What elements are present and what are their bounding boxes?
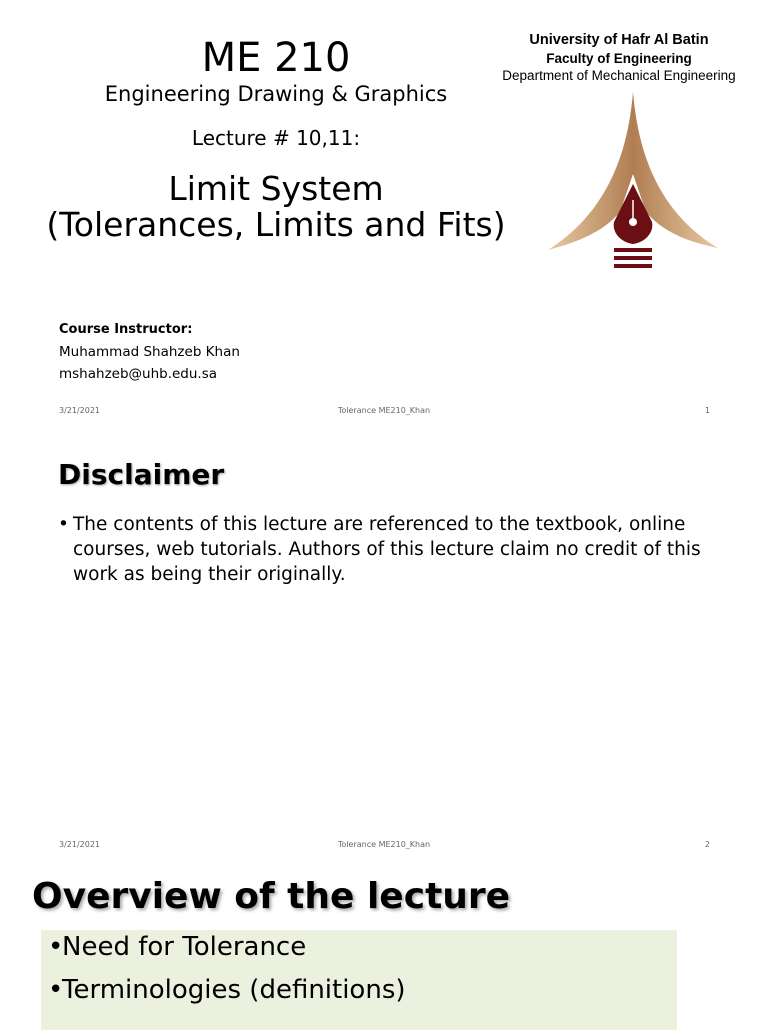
lecture-number: Lecture # 10,11: [191, 126, 361, 150]
faculty-name: Faculty of Engineering [546, 51, 692, 66]
footer-date: 3/21/2021 [59, 406, 101, 415]
footer-date: 3/21/2021 [59, 840, 101, 849]
slide-3 [0, 864, 768, 1024]
footer-page-number: 2 [704, 840, 710, 849]
slide-heading: Disclaimer [58, 458, 225, 491]
overview-item [48, 975, 406, 1005]
overview-item [48, 932, 306, 962]
university-name: University of Hafr Al Batin [529, 32, 709, 48]
slide-1 [0, 0, 768, 432]
bullet-item [58, 512, 718, 587]
footer-page-number: 1 [704, 406, 710, 415]
course-name: Engineering Drawing & Graphics [104, 82, 448, 106]
department-name: Department of Mechanical Engineering [502, 68, 736, 83]
instructor-name: Muhammad Shahzeb Khan [59, 344, 240, 360]
university-logo-icon [548, 92, 720, 274]
bullet-text: The contents of this lecture are referenced to the textbook, online courses, web tutorials. Authors of this lecture claim no credit of this work as being their originally. [73, 514, 701, 585]
overview-item-text: Terminologies (definitions) [62, 975, 406, 1005]
bullet-icon: • [48, 975, 64, 1005]
course-code: ME 210 [201, 35, 351, 81]
slide-heading: Overview of the lecture [32, 876, 511, 917]
footer-center: Tolerance ME210_Khan [337, 406, 431, 415]
slide-2 [0, 432, 768, 864]
instructor-label: Course Instructor: [59, 322, 193, 337]
footer-center: Tolerance ME210_Khan [337, 840, 431, 849]
instructor-email: mshahzeb@uhb.edu.sa [59, 366, 218, 382]
overview-item-text: Need for Tolerance [62, 932, 307, 962]
bullet-icon: • [58, 514, 69, 535]
slide-title-line-1: Limit System [168, 169, 384, 208]
slide-title-line-2: (Tolerances, Limits and Fits) [46, 205, 506, 244]
bullet-icon: • [48, 932, 64, 962]
